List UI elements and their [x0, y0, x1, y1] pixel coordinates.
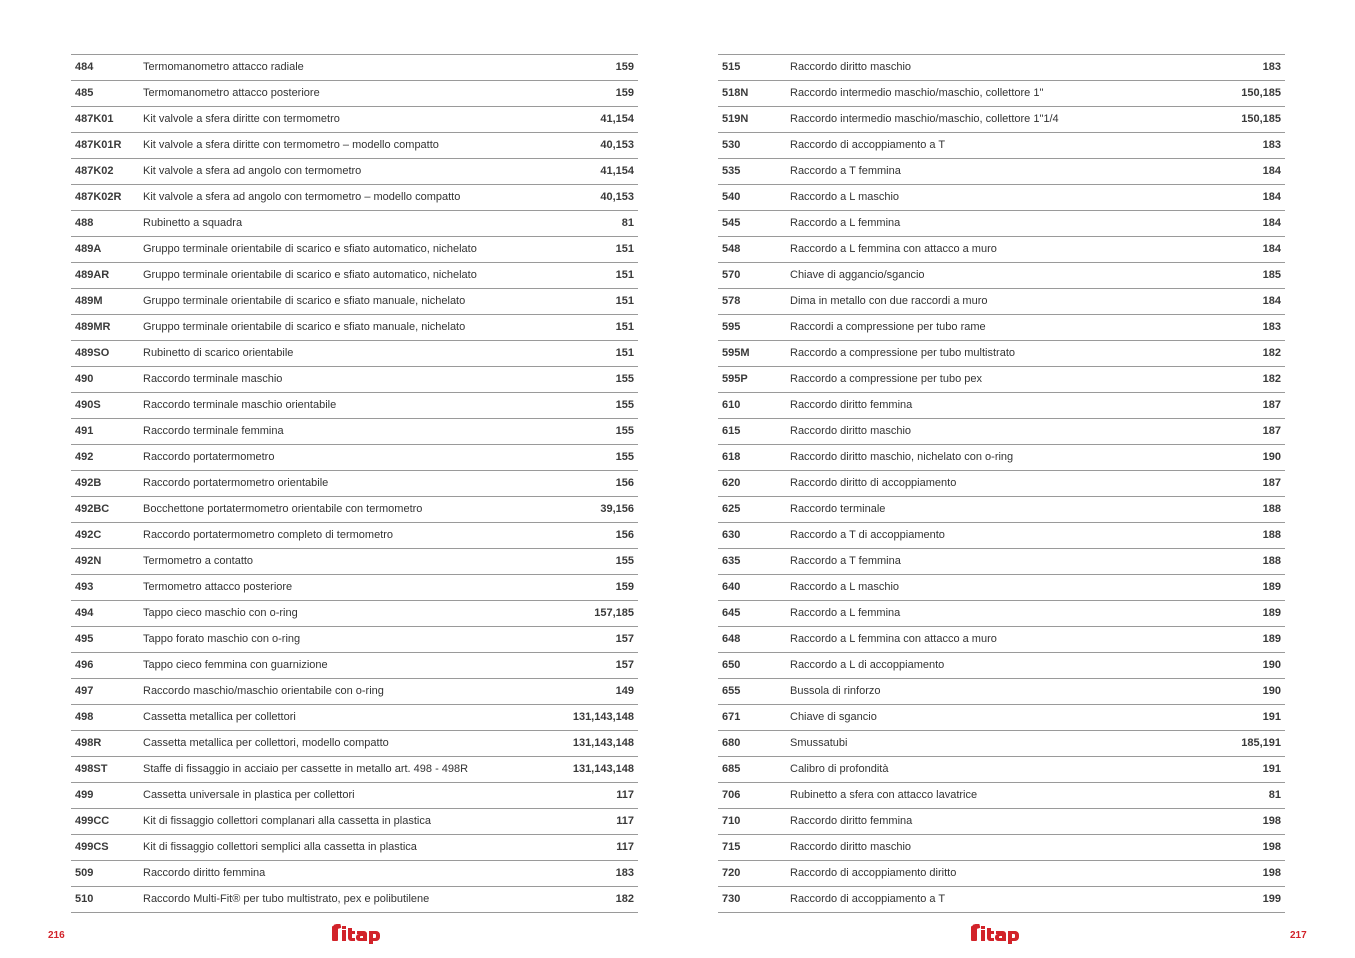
table-row — [718, 133, 1285, 159]
table-row — [718, 601, 1285, 627]
article-description: Chiave di aggancio/sgancio — [790, 270, 925, 281]
page-reference: 198 — [1262, 815, 1281, 827]
article-code: 490S — [75, 399, 101, 411]
table-row — [718, 159, 1285, 185]
table-row — [71, 211, 638, 237]
table-row — [71, 185, 638, 211]
table-row — [718, 185, 1285, 211]
table-row — [71, 549, 638, 575]
page-reference: 188 — [1262, 503, 1281, 515]
article-code: 650 — [722, 659, 741, 671]
article-description: Raccordo a T femmina — [790, 556, 901, 567]
article-code: 490 — [75, 373, 94, 385]
article-code: 630 — [722, 529, 741, 541]
table-row — [71, 263, 638, 289]
page-reference: 184 — [1262, 217, 1281, 229]
table-row — [718, 653, 1285, 679]
article-code: 671 — [722, 711, 741, 723]
article-code: 487K01 — [75, 113, 114, 125]
page-reference: 187 — [1262, 477, 1281, 489]
page-reference: 131,143,148 — [572, 711, 634, 723]
page-reference: 159 — [615, 581, 634, 593]
article-description: Chiave di sgancio — [790, 712, 877, 723]
article-description: Raccordo terminale maschio orientabile — [143, 400, 337, 411]
article-description: Raccordo maschio/maschio orientabile con o-ring — [143, 686, 384, 697]
article-code: 492B — [75, 477, 102, 489]
article-code: 499 — [75, 789, 94, 801]
article-description: Raccordo intermedio maschio/maschio, collettore 1" — [790, 88, 1044, 99]
article-code: 648 — [722, 633, 741, 645]
page-reference: 155 — [615, 451, 634, 463]
article-description: Cassetta metallica per collettori — [143, 712, 296, 723]
article-description: Cassetta metallica per collettori, modello compatto — [143, 738, 389, 749]
table-row — [718, 497, 1285, 523]
table-row — [718, 679, 1285, 705]
article-code: 509 — [75, 867, 94, 879]
table-row — [71, 107, 638, 133]
article-description: Calibro di profondità — [790, 764, 889, 775]
table-row — [71, 159, 638, 185]
article-description: Raccordo portatermometro completo di termometro — [143, 530, 394, 541]
page-reference: 188 — [1262, 555, 1281, 567]
article-description: Bocchettone portatermometro orientabile con termometro — [143, 504, 423, 515]
article-description: Raccordo a L femmina con attacco a muro — [790, 634, 997, 645]
page-reference: 131,143,148 — [572, 737, 634, 749]
article-description: Raccordo terminale maschio — [143, 374, 283, 385]
article-description: Rubinetto di scarico orientabile — [143, 348, 294, 359]
itap-logo-right — [970, 924, 1026, 944]
table-row — [71, 835, 638, 861]
article-description: Gruppo terminale orientabile di scarico e sfiato manuale, nichelato — [143, 322, 466, 333]
page-reference: 117 — [616, 815, 634, 827]
table-row — [718, 81, 1285, 107]
article-code: 570 — [722, 269, 741, 281]
page-reference: 183 — [1262, 61, 1281, 73]
page-number-left: 216 — [48, 930, 65, 941]
itap-logo-left — [331, 924, 387, 944]
table-row — [718, 809, 1285, 835]
page-reference: 151 — [615, 321, 634, 333]
article-description: Raccordo intermedio maschio/maschio, collettore 1"1/4 — [790, 114, 1059, 125]
article-code: 492 — [75, 451, 94, 463]
page-reference: 155 — [615, 399, 634, 411]
table-row — [71, 601, 638, 627]
article-code: 497 — [75, 685, 94, 697]
page-reference: 190 — [1262, 451, 1281, 463]
table-row — [718, 575, 1285, 601]
article-code: 487K01R — [75, 139, 122, 151]
article-description: Gruppo terminale orientabile di scarico e sfiato automatico, nichelato — [143, 244, 477, 255]
article-code: 610 — [722, 399, 741, 411]
page-reference: 151 — [615, 347, 634, 359]
table-row — [71, 861, 638, 887]
article-code: 489A — [75, 243, 102, 255]
article-code: 492C — [75, 529, 102, 541]
article-description: Raccordo a T di accoppiamento — [790, 530, 945, 541]
page-reference: 198 — [1262, 841, 1281, 853]
article-code: 498 — [75, 711, 94, 723]
article-code: 487K02 — [75, 165, 114, 177]
table-row — [71, 289, 638, 315]
table-row — [71, 133, 638, 159]
article-code: 489MR — [75, 321, 111, 333]
article-description: Tappo forato maschio con o-ring — [143, 634, 301, 645]
table-row — [71, 575, 638, 601]
article-code: 487K02R — [75, 191, 122, 203]
article-description: Raccordo di accoppiamento a T — [790, 140, 946, 151]
page-reference: 159 — [615, 87, 634, 99]
table-row — [718, 289, 1285, 315]
article-description: Bussola di rinforzo — [790, 686, 881, 697]
article-description: Termometro attacco posteriore — [143, 582, 293, 593]
article-code: 618 — [722, 451, 741, 463]
article-code: 515 — [722, 61, 741, 73]
index-table-right — [718, 54, 1285, 913]
page-reference: 41,154 — [600, 165, 634, 177]
article-description: Kit di fissaggio collettori complanari alla cassetta in plastica — [143, 816, 431, 827]
table-row — [71, 653, 638, 679]
page-reference: 188 — [1262, 529, 1281, 541]
page-reference: 40,153 — [600, 191, 634, 203]
table-row — [718, 887, 1285, 913]
table-row — [718, 419, 1285, 445]
article-code: 640 — [722, 581, 741, 593]
article-description: Kit di fissaggio collettori semplici alla cassetta in plastica — [143, 842, 417, 853]
article-description: Termomanometro attacco radiale — [143, 62, 304, 73]
page-reference: 156 — [615, 529, 634, 541]
table-row — [71, 471, 638, 497]
table-row — [71, 627, 638, 653]
table-row — [71, 679, 638, 705]
table-row — [71, 731, 638, 757]
article-code: 635 — [722, 555, 741, 567]
article-description: Rubinetto a sfera con attacco lavatrice — [790, 790, 978, 801]
table-row — [718, 783, 1285, 809]
page-reference: 151 — [615, 295, 634, 307]
article-description: Kit valvole a sfera diritte con termometro – modello compatto — [143, 140, 439, 151]
page-reference: 131,143,148 — [572, 763, 634, 775]
page-reference: 190 — [1262, 659, 1281, 671]
page-reference: 182 — [1262, 347, 1281, 359]
article-code: 498R — [75, 737, 102, 749]
page-reference: 199 — [1262, 893, 1281, 905]
article-code: 625 — [722, 503, 741, 515]
article-code: 730 — [722, 893, 741, 905]
article-description: Raccordo a compressione per tubo multistrato — [790, 348, 1015, 359]
article-code: 484 — [75, 61, 94, 73]
article-code: 518N — [722, 87, 749, 99]
article-code: 548 — [722, 243, 741, 255]
article-code: 645 — [722, 607, 741, 619]
article-description: Tappo cieco femmina con guarnizione — [143, 660, 328, 671]
article-code: 492BC — [75, 503, 110, 515]
table-row — [71, 81, 638, 107]
page-reference: 184 — [1262, 165, 1281, 177]
table-row — [71, 315, 638, 341]
article-code: 491 — [75, 425, 94, 437]
table-row — [718, 315, 1285, 341]
article-code: 499CC — [75, 815, 110, 827]
article-code: 485 — [75, 87, 94, 99]
page-reference: 187 — [1262, 425, 1281, 437]
page-reference: 39,156 — [600, 503, 634, 515]
table-row — [71, 393, 638, 419]
article-description: Termometro a contatto — [143, 556, 254, 567]
table-row — [71, 367, 638, 393]
page-reference: 189 — [1262, 633, 1281, 645]
table-row — [718, 211, 1285, 237]
article-code: 489SO — [75, 347, 110, 359]
page-reference: 182 — [1262, 373, 1281, 385]
table-row — [718, 549, 1285, 575]
page-reference: 81 — [1268, 789, 1281, 801]
page-reference: 191 — [1262, 711, 1281, 723]
article-description: Raccordo a L femmina con attacco a muro — [790, 244, 997, 255]
article-code: 578 — [722, 295, 741, 307]
page-reference: 155 — [615, 373, 634, 385]
page-reference: 155 — [615, 425, 634, 437]
article-code: 540 — [722, 191, 741, 203]
page-reference: 41,154 — [600, 113, 634, 125]
table-row — [71, 705, 638, 731]
index-table-left — [71, 54, 638, 913]
page-reference: 185,191 — [1241, 737, 1281, 749]
page-reference: 184 — [1262, 243, 1281, 255]
article-description: Raccordo diritto di accoppiamento — [790, 478, 957, 489]
article-description: Rubinetto a squadra — [143, 218, 243, 229]
article-description: Raccordo a compressione per tubo pex — [790, 374, 982, 385]
article-description: Raccordo diritto maschio — [790, 426, 912, 437]
table-row — [71, 783, 638, 809]
table-row — [718, 627, 1285, 653]
article-code: 530 — [722, 139, 741, 151]
article-description: Raccordo a L femmina — [790, 218, 901, 229]
page-reference: 151 — [615, 243, 634, 255]
article-description: Raccordo portatermometro orientabile — [143, 478, 329, 489]
article-description: Gruppo terminale orientabile di scarico e sfiato manuale, nichelato — [143, 296, 466, 307]
page-reference: 183 — [615, 867, 634, 879]
page-reference: 117 — [616, 789, 634, 801]
table-row — [718, 237, 1285, 263]
page-reference: 149 — [615, 685, 634, 697]
page-reference: 157 — [615, 659, 634, 671]
article-code: 680 — [722, 737, 741, 749]
article-description: Raccordo terminale femmina — [143, 426, 284, 437]
table-row — [718, 445, 1285, 471]
article-code: 595P — [722, 373, 748, 385]
page-reference: 155 — [615, 555, 634, 567]
page-reference: 157,185 — [594, 607, 634, 619]
table-row — [71, 809, 638, 835]
page-reference: 198 — [1262, 867, 1281, 879]
article-code: 496 — [75, 659, 94, 671]
page-reference: 182 — [615, 893, 634, 905]
article-description: Termomanometro attacco posteriore — [143, 88, 320, 99]
table-row — [71, 757, 638, 783]
page-reference: 159 — [615, 61, 634, 73]
page-reference: 40,153 — [600, 139, 634, 151]
table-row — [71, 497, 638, 523]
table-row — [718, 835, 1285, 861]
table-row — [718, 731, 1285, 757]
page-reference: 191 — [1262, 763, 1281, 775]
table-row — [718, 523, 1285, 549]
article-code: 595M — [722, 347, 750, 359]
article-code: 595 — [722, 321, 741, 333]
article-description: Raccordo diritto femmina — [790, 400, 913, 411]
article-description: Kit valvole a sfera diritte con termometro — [143, 114, 340, 125]
table-row — [71, 237, 638, 263]
article-code: 685 — [722, 763, 741, 775]
article-description: Raccordo diritto maschio — [790, 62, 912, 73]
article-code: 715 — [722, 841, 741, 853]
article-code: 706 — [722, 789, 741, 801]
article-description: Tappo cieco maschio con o-ring — [143, 608, 298, 619]
table-row — [718, 341, 1285, 367]
page-reference: 185 — [1262, 269, 1281, 281]
table-row — [71, 341, 638, 367]
table-row — [718, 107, 1285, 133]
table-row — [71, 419, 638, 445]
article-code: 519N — [722, 113, 749, 125]
article-description: Raccordo a L maschio — [790, 192, 900, 203]
page-reference: 187 — [1262, 399, 1281, 411]
article-description: Kit valvole a sfera ad angolo con termometro — [143, 166, 362, 177]
article-description: Smussatubi — [790, 738, 848, 749]
article-description: Dima in metallo con due raccordi a muro — [790, 296, 988, 307]
page-reference: 190 — [1262, 685, 1281, 697]
article-description: Gruppo terminale orientabile di scarico e sfiato automatico, nichelato — [143, 270, 477, 281]
article-code: 535 — [722, 165, 741, 177]
table-row — [71, 887, 638, 913]
article-description: Raccordi a compressione per tubo rame — [790, 322, 986, 333]
article-code: 720 — [722, 867, 741, 879]
page-reference: 189 — [1262, 581, 1281, 593]
page-reference: 150,185 — [1241, 87, 1281, 99]
table-row — [718, 393, 1285, 419]
article-description: Raccordo a L di accoppiamento — [790, 660, 945, 671]
page-reference: 183 — [1262, 139, 1281, 151]
article-code: 499CS — [75, 841, 109, 853]
article-description: Raccordo terminale — [790, 504, 886, 515]
article-description: Raccordo di accoppiamento diritto — [790, 868, 957, 879]
article-description: Raccordo diritto femmina — [143, 868, 266, 879]
article-code: 620 — [722, 477, 741, 489]
article-code: 710 — [722, 815, 741, 827]
article-description: Kit valvole a sfera ad angolo con termometro – modello compatto — [143, 192, 461, 203]
table-row — [718, 263, 1285, 289]
page-reference: 157 — [615, 633, 634, 645]
article-code: 498ST — [75, 763, 108, 775]
article-code: 545 — [722, 217, 741, 229]
page-reference: 189 — [1262, 607, 1281, 619]
page-reference: 117 — [616, 841, 634, 853]
page-reference: 184 — [1262, 295, 1281, 307]
article-code: 492N — [75, 555, 102, 567]
page-number-right: 217 — [1290, 930, 1307, 941]
page-reference: 184 — [1262, 191, 1281, 203]
article-description: Raccordo a L maschio — [790, 582, 900, 593]
table-row — [71, 445, 638, 471]
table-row — [71, 523, 638, 549]
article-description: Staffe di fissaggio in acciaio per cassette in metallo art. 498 - 498R — [143, 764, 469, 775]
page-reference: 150,185 — [1241, 113, 1281, 125]
article-description: Raccordo portatermometro — [143, 452, 275, 463]
table-row — [718, 55, 1285, 81]
article-code: 494 — [75, 607, 94, 619]
page-reference: 156 — [615, 477, 634, 489]
table-row — [71, 55, 638, 81]
article-description: Raccordo diritto maschio — [790, 842, 912, 853]
article-description: Raccordo diritto femmina — [790, 816, 913, 827]
article-code: 510 — [75, 893, 94, 905]
table-row — [718, 757, 1285, 783]
table-row — [718, 367, 1285, 393]
table-row — [718, 861, 1285, 887]
article-code: 655 — [722, 685, 741, 697]
article-description: Raccordo di accoppiamento a T — [790, 894, 946, 905]
article-description: Raccordo a L femmina — [790, 608, 901, 619]
table-row — [718, 705, 1285, 731]
article-description: Cassetta universale in plastica per collettori — [143, 790, 355, 801]
article-code: 489AR — [75, 269, 110, 281]
article-code: 493 — [75, 581, 94, 593]
article-description: Raccordo diritto maschio, nichelato con o-ring — [790, 452, 1014, 463]
article-code: 615 — [722, 425, 741, 437]
page-reference: 81 — [621, 217, 634, 229]
article-description: Raccordo a T femmina — [790, 166, 901, 177]
page-reference: 183 — [1262, 321, 1281, 333]
article-code: 489M — [75, 295, 103, 307]
page-reference: 151 — [615, 269, 634, 281]
article-code: 488 — [75, 217, 94, 229]
article-description: Raccordo Multi-Fit® per tubo multistrato, pex e polibutilene — [143, 894, 430, 905]
article-code: 495 — [75, 633, 94, 645]
table-row — [718, 471, 1285, 497]
